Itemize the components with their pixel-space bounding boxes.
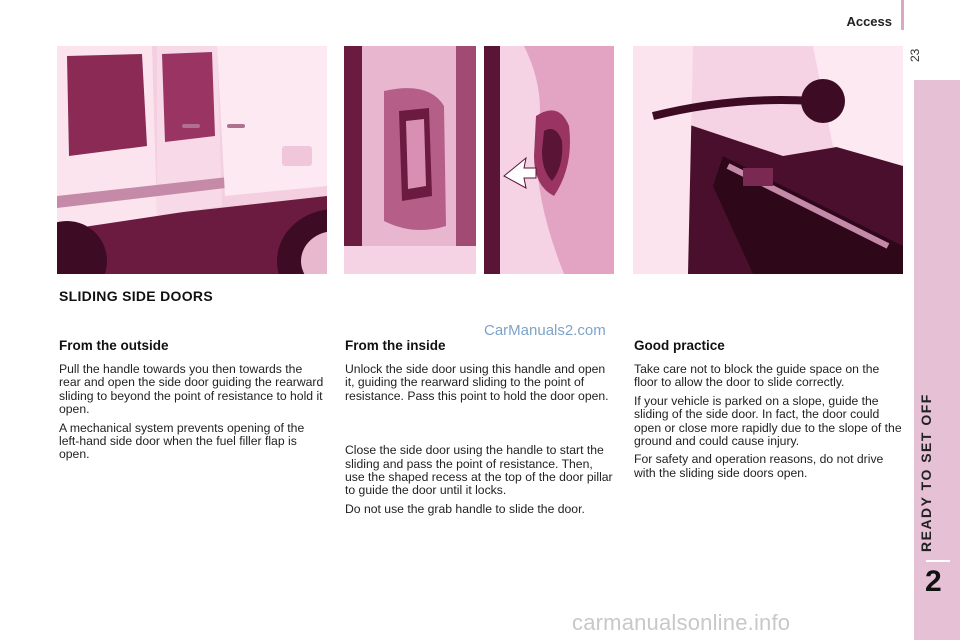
illustration-pillar-recess: [484, 46, 614, 274]
header-accent-bar: [901, 0, 904, 30]
chapter-number: 2: [925, 565, 942, 598]
column-good-practice: [634, 338, 902, 485]
heading-good-practice: Good practice: [634, 338, 725, 353]
section-title: SLIDING SIDE DOORS: [59, 288, 213, 304]
heading-from-outside: From the outside: [59, 338, 169, 353]
watermark-carmanuals2: CarManuals2.com: [484, 322, 606, 339]
paragraph: Close the side door using the handle to start the sliding and pass the point of resistance. Then, use the shaped recess at the top of the door pillar to guide the door until it locks.: [345, 443, 613, 498]
chapter-tab-divider: [926, 560, 950, 562]
column-from-outside: [59, 338, 327, 467]
paragraph: Take care not to block the guide space on the floor to allow the door to slide correctly.: [634, 362, 880, 390]
paragraph: A mechanical system prevents opening of the left-hand side door when the fuel filler flap is open.: [59, 420, 305, 462]
chapter-side-tab: [914, 80, 960, 640]
heading-from-inside: From the inside: [345, 338, 446, 353]
illustration-interior-handle: [344, 46, 476, 274]
page-header-title: Access: [846, 14, 892, 29]
paragraph: For safety and operation reasons, do not drive with the sliding side doors open.: [634, 452, 884, 480]
chapter-tab-label: READY TO SET OFF: [918, 393, 934, 552]
watermark-footer: carmanualsonline.info: [572, 610, 791, 635]
paragraph: Pull the handle towards you then towards the rear and open the side door guiding the rearward sliding to beyond the point of resistance to hold it open.: [59, 362, 324, 417]
illustration-van-side: [57, 46, 327, 274]
paragraph: Do not use the grab handle to slide the door.: [345, 501, 585, 516]
column-from-inside: [345, 338, 613, 521]
page-number: 23: [908, 48, 922, 62]
illustration-floor-guide: [633, 46, 903, 274]
paragraph: If your vehicle is parked on a slope, guide the sliding of the side door. In fact, the door could open or close more rapidly due to the slope of the ground and could cause injury.: [634, 393, 902, 449]
paragraph: Unlock the side door using this handle and open it, guiding the rearward sliding to the point of resistance. Pass this point to hold the door open.: [345, 362, 609, 403]
